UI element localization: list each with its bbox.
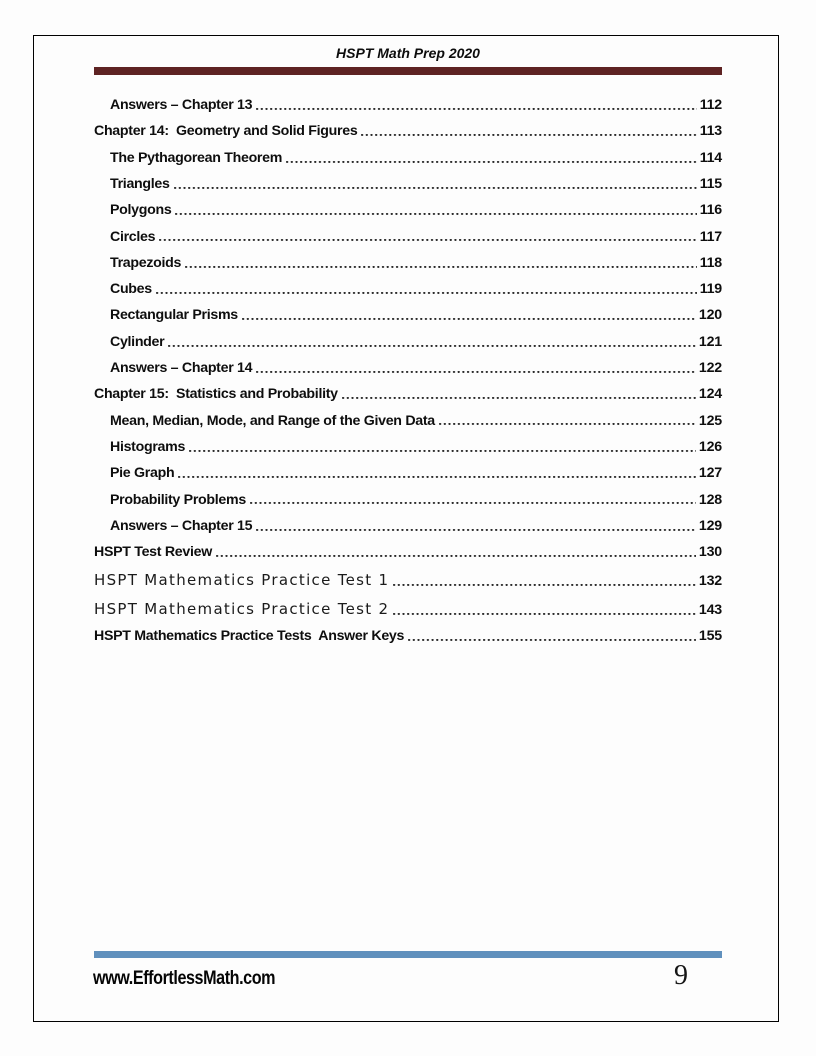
toc-entry[interactable]	[94, 246, 722, 272]
dot-leader	[185, 266, 697, 268]
toc-entry[interactable]	[94, 377, 722, 403]
toc-entry[interactable]	[94, 535, 722, 561]
toc-entry-page-number: 121	[698, 333, 722, 350]
toc-entry[interactable]	[94, 404, 722, 430]
toc-entry[interactable]	[94, 141, 722, 167]
toc-entry-page-number: 122	[698, 360, 722, 377]
table-of-contents	[94, 88, 722, 646]
dot-leader	[361, 134, 696, 136]
toc-entry[interactable]	[94, 590, 722, 619]
toc-entry-label: Answers – Chapter 15	[110, 517, 253, 534]
toc-entry[interactable]	[94, 272, 722, 298]
toc-entry-label: HSPT Mathematics Practice Tests Answer Keys	[94, 628, 405, 645]
toc-entry[interactable]	[94, 167, 722, 193]
toc-entry-label: Rectangular Prisms	[110, 307, 238, 324]
toc-entry-label: Triangles	[110, 175, 170, 192]
toc-entry-label: Answers – Chapter 13	[110, 97, 253, 114]
toc-entry[interactable]	[94, 509, 722, 535]
toc-entry-label: Probability Problems	[110, 491, 246, 508]
toc-entry[interactable]	[94, 298, 722, 324]
dot-leader	[256, 108, 696, 110]
toc-entry[interactable]	[94, 482, 722, 508]
toc-entry[interactable]	[94, 193, 722, 219]
toc-entry-label: HSPT Test Review	[94, 544, 212, 561]
toc-entry-label: Answers – Chapter 14	[110, 360, 253, 377]
toc-entry-page-number: 129	[698, 517, 722, 534]
toc-entry-page-number: 130	[698, 544, 722, 561]
toc-entry-page-number: 120	[698, 307, 722, 324]
toc-entry-page-number: 125	[698, 412, 722, 429]
dot-leader	[178, 476, 696, 478]
dot-leader	[159, 239, 696, 241]
toc-entry-label: HSPT Mathematics Practice Test 2	[94, 600, 390, 619]
toc-entry[interactable]	[94, 219, 722, 245]
footer-website-link[interactable]: www.EffortlessMath.com	[93, 968, 276, 989]
toc-entry-label: The Pythagorean Theorem	[110, 149, 283, 166]
toc-entry-page-number: 132	[698, 573, 722, 590]
dot-leader	[408, 639, 696, 641]
dot-leader	[175, 213, 696, 215]
toc-entry-label: Chapter 15: Statistics and Probability	[94, 386, 338, 403]
toc-entry[interactable]	[94, 619, 722, 645]
dot-leader	[189, 450, 696, 452]
toc-entry-label: Chapter 14: Geometry and Solid Figures	[94, 123, 358, 140]
page-header-title: HSPT Math Prep 2020	[336, 45, 480, 61]
toc-entry-page-number: 126	[698, 438, 722, 455]
dot-leader	[242, 318, 696, 320]
toc-entry-page-number: 119	[699, 281, 722, 298]
toc-entry-page-number: 124	[698, 386, 722, 403]
dot-leader	[250, 502, 696, 504]
toc-entry-label: Pie Graph	[110, 465, 175, 482]
toc-entry[interactable]	[94, 430, 722, 456]
dot-leader	[286, 161, 697, 163]
toc-entry-label: Histograms	[110, 438, 186, 455]
dot-leader	[174, 187, 697, 189]
toc-entry[interactable]	[94, 114, 722, 140]
header-rule	[94, 67, 722, 75]
toc-entry-page-number: 117	[699, 228, 722, 245]
page-number: 9	[674, 960, 688, 991]
dot-leader	[168, 345, 696, 347]
toc-entry-page-number: 155	[698, 628, 722, 645]
toc-entry[interactable]	[94, 325, 722, 351]
toc-entry[interactable]	[94, 561, 722, 590]
dot-leader	[393, 613, 696, 615]
dot-leader	[393, 584, 696, 586]
toc-entry-label: Polygons	[110, 202, 172, 219]
dot-leader	[256, 529, 696, 531]
toc-entry-page-number: 127	[698, 465, 722, 482]
toc-entry[interactable]	[94, 351, 722, 377]
dot-leader	[342, 397, 696, 399]
toc-entry-label: Circles	[110, 228, 156, 245]
toc-entry-label: Trapezoids	[110, 254, 182, 271]
toc-entry-label: HSPT Mathematics Practice Test 1	[94, 571, 390, 590]
toc-entry-label: Cubes	[110, 281, 152, 298]
footer-rule	[94, 951, 722, 958]
dot-leader	[216, 555, 696, 557]
toc-entry-page-number: 112	[699, 97, 722, 114]
toc-entry-page-number: 128	[698, 491, 722, 508]
dot-leader	[256, 371, 696, 373]
dot-leader	[439, 423, 696, 425]
toc-entry-label: Cylinder	[110, 333, 165, 350]
toc-entry-page-number: 114	[699, 149, 722, 166]
toc-entry-label: Mean, Median, Mode, and Range of the Given Data	[110, 412, 435, 429]
toc-entry-page-number: 113	[699, 123, 722, 140]
toc-entry-page-number: 143	[698, 602, 722, 619]
toc-entry[interactable]	[94, 88, 722, 114]
toc-entry-page-number: 115	[699, 175, 722, 192]
toc-entry-page-number: 116	[699, 202, 722, 219]
toc-entry-page-number: 118	[699, 254, 722, 271]
dot-leader	[156, 292, 697, 294]
toc-entry[interactable]	[94, 456, 722, 482]
